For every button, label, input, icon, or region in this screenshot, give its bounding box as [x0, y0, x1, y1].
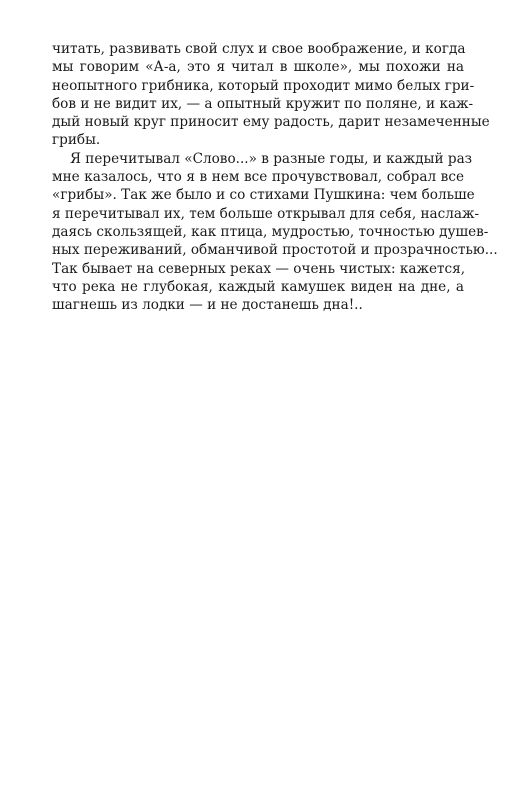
text-line: неопытного грибника, который проходит мимо белых гри- [52, 77, 475, 94]
paragraph-2 [52, 150, 498, 315]
text-line: я перечитывал их, тем больше открывал для себя, наслаж- [52, 205, 480, 222]
paragraph-1 [52, 40, 490, 150]
text-line: «грибы». Так же было и со стихами Пушкина: чем больше [52, 187, 475, 204]
text-line: мы говорим «А-а, это я читал в школе», мы похожи на [52, 59, 464, 76]
text-line: дый новый круг приносит ему радость, дарит незамеченные [52, 114, 490, 131]
text-line: бов и не видит их, — а опытный кружит по поляне, и каж- [52, 95, 474, 112]
text-line: Я перечитывал «Слово...» в разные годы, и каждый раз [70, 150, 473, 167]
text-line: что река не глубокая, каждый камушек виден на дне, а [52, 278, 464, 295]
text-line: грибы. [52, 132, 101, 149]
text-line: Так бывает на северных реках — очень чистых: кажется, [52, 260, 466, 277]
text-line: мне казалось, что я в нем все прочувствовал, собрал все [52, 169, 464, 186]
text-line: шагнешь из лодки — и не достанешь дна!.. [52, 297, 363, 314]
text-line: ных переживаний, обманчивой простотой и прозрачностью... [52, 242, 498, 259]
text-line: даясь скользящей, как птица, мудростью, точностью душев- [52, 223, 489, 240]
body-text [52, 40, 498, 314]
text-line: читать, развивать свой слух и свое воображение, и когда [52, 41, 466, 57]
